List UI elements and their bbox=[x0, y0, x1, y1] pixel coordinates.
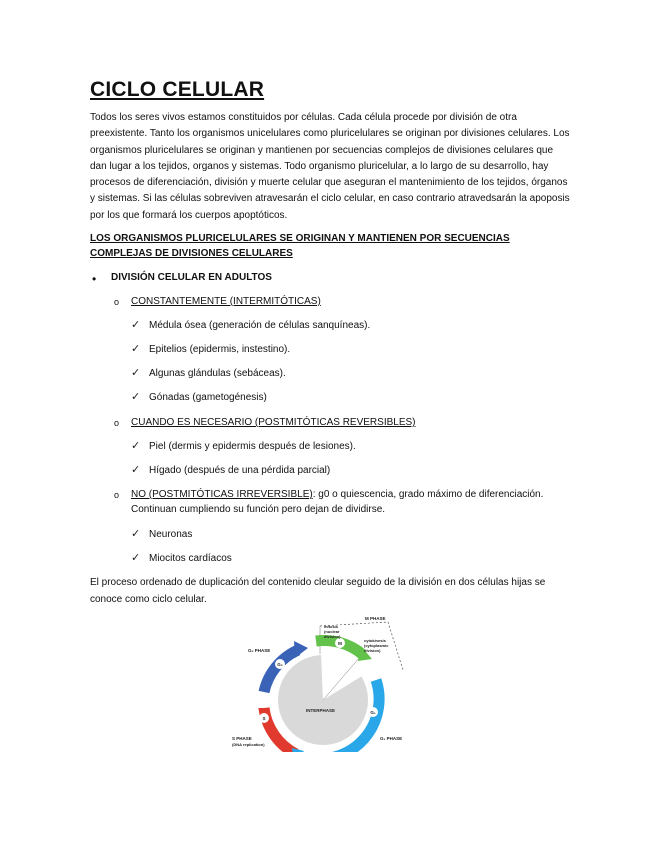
list-item: Hígado (después de una pérdida parcial) bbox=[149, 465, 331, 476]
interphase-label: INTERPHASE bbox=[306, 708, 336, 713]
closing-paragraph: El proceso ordenado de duplicación del contenido cleular seguido de la división en dos células hijas se conoce como ciclo celular. bbox=[90, 577, 546, 605]
list-item: Miocitos cardíacos bbox=[149, 553, 232, 564]
s-phase-label: S PHASE bbox=[232, 736, 252, 741]
g2-badge-label: G₂ bbox=[277, 662, 283, 667]
cytokinesis-line-3: division) bbox=[364, 648, 381, 653]
list-item: Algunas glándulas (sebáceas). bbox=[149, 368, 286, 379]
g1-arrowhead bbox=[292, 748, 304, 752]
group-label-no-continued: Continuan cumpliendo su función pero dejan de dividirse. bbox=[131, 504, 386, 515]
section-heading: LOS ORGANISMOS PLURICELULARES SE ORIGINAN Y MANTIENEN POR SECUENCIAS COMPLEJAS DE DIVISIONES CELULARES bbox=[90, 233, 510, 259]
check-icon: ✓ bbox=[131, 552, 141, 564]
g2-arrowhead bbox=[294, 641, 308, 658]
check-icon: ✓ bbox=[131, 528, 141, 540]
check-icon: ✓ bbox=[131, 391, 141, 403]
check-icon: ✓ bbox=[131, 440, 141, 452]
s-phase-sub-label: (DNA replication) bbox=[232, 742, 265, 747]
group-label-constant: CONSTANTEMENTE (INTERMITÓTICAS) bbox=[131, 296, 321, 307]
list-item: Piel (dermis y epidermis después de lesiones). bbox=[149, 441, 356, 452]
cell-cycle-diagram bbox=[228, 612, 418, 752]
mitosis-line-1: mitosis bbox=[324, 624, 339, 629]
list-item: Médula ósea (generación de células sanquíneas). bbox=[149, 320, 371, 331]
group-label-no-rest: : g0 o quiescencia, grado máximo de diferenciación. bbox=[312, 489, 544, 500]
m-phase-label: M PHASE bbox=[365, 616, 386, 621]
cytokinesis-line-1: cytokinesis bbox=[364, 638, 386, 643]
check-icon: ✓ bbox=[131, 464, 141, 476]
check-icon: ✓ bbox=[131, 367, 141, 379]
group-label-no bbox=[131, 488, 543, 502]
g1-phase-label: G₁ PHASE bbox=[380, 736, 403, 741]
page-title: CICLO CELULAR bbox=[90, 78, 265, 101]
cytokinesis-line-2: (cytoplasmic bbox=[364, 643, 389, 648]
mitosis-line-2: (nuclear bbox=[324, 629, 340, 634]
bullet-mark: • bbox=[92, 272, 97, 286]
ring-mark: o bbox=[114, 418, 120, 428]
group-label-no-title: NO (POSTMITÓTICAS IRREVERSIBLE) bbox=[131, 489, 313, 500]
bullet-label: DIVISIÓN CELULAR EN ADULTOS bbox=[111, 272, 272, 283]
g2-phase-label: G₂ PHASE bbox=[248, 648, 271, 653]
s-badge-label: S bbox=[262, 716, 266, 721]
ring-mark: o bbox=[114, 490, 120, 500]
list-item: Epitelios (epidermis, instestino). bbox=[149, 344, 291, 355]
check-icon: ✓ bbox=[131, 319, 141, 331]
check-icon: ✓ bbox=[131, 343, 141, 355]
mitosis-line-3: division) bbox=[324, 634, 341, 639]
group-label-necessary: CUANDO ES NECESARIO (POSTMITÓTICAS REVERSIBLES) bbox=[131, 417, 416, 428]
intro-paragraph: Todos los seres vivos estamos constituidos por células. Cada célula procede por división de otra preexistente. Tanto los organismos unicelulares como pluricelulares se originan por divisiones celulares. Los organismos pluricelulares se originan y mantienen por secuencias complejos de divisiones celulares que dan lugar a los tejidos, organos y sistemas. Todo organismo pluricelular, a lo largo de su desarrollo, hay procesos de diferenciación, división y muerte celular que aseguran el mantenimiento de los tejidos, órganos y sistemas. Si las células sobreviven atravesarán el ciclo celular, en caso contrario atravedsarán la apoposis por los que formará los cuerpos apoptóticos. bbox=[90, 112, 570, 221]
m-badge-label: M bbox=[338, 641, 342, 646]
list-item: Neuronas bbox=[149, 529, 193, 540]
ring-mark: o bbox=[114, 297, 120, 307]
list-item: Gónadas (gametogénesis) bbox=[149, 392, 267, 403]
g1-badge-label: G₁ bbox=[370, 710, 376, 715]
